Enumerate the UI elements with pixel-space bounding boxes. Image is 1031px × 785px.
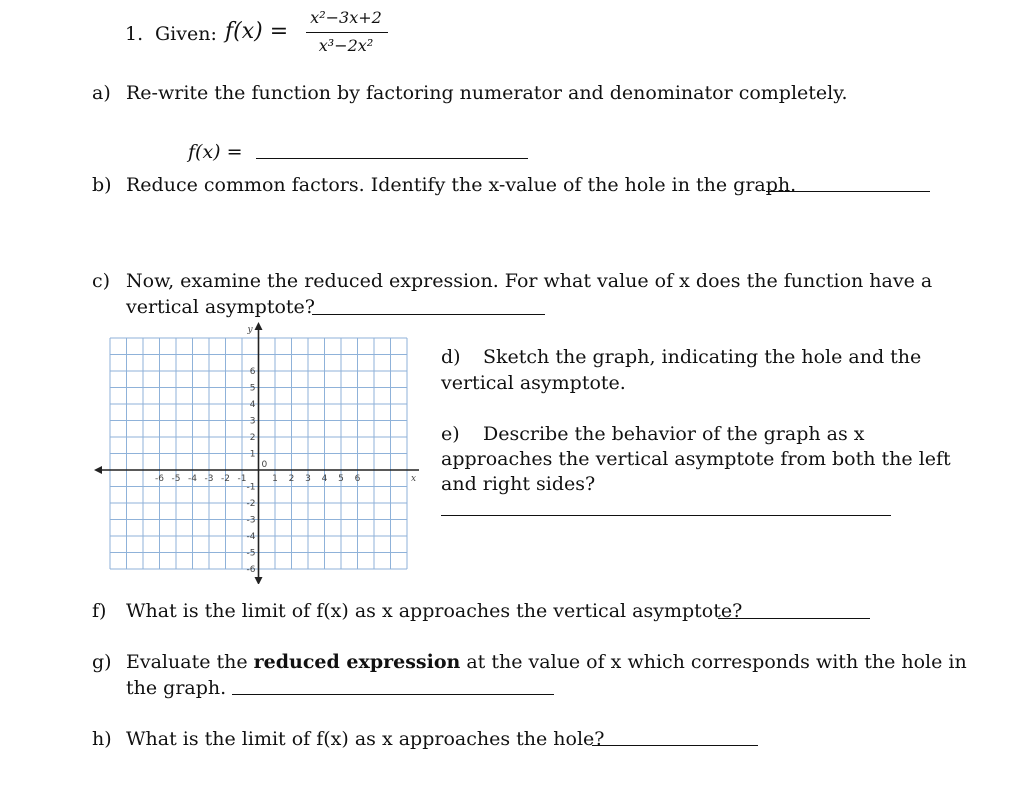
part-e-answer-line[interactable] bbox=[441, 515, 891, 516]
x-tick-label: 6 bbox=[354, 474, 361, 484]
part-f-answer-line[interactable] bbox=[718, 618, 870, 619]
part-e-line1: Describe the behavior of the graph as x bbox=[483, 423, 865, 445]
x-tick-label: 1 bbox=[272, 474, 278, 484]
y-tick-label: 4 bbox=[249, 400, 256, 410]
x-axis-arrow-left-icon bbox=[94, 466, 102, 474]
x-axis-label: x bbox=[411, 474, 417, 484]
part-a-text: Re-write the function by factoring numerator and denominator completely. bbox=[126, 82, 848, 104]
part-c-line2: vertical asymptote? bbox=[126, 296, 315, 318]
y-tick-label: 6 bbox=[249, 367, 256, 377]
x-tick-label: 2 bbox=[288, 474, 295, 484]
part-h-text: What is the limit of f(x) as x approaches the hole? bbox=[126, 728, 605, 750]
y-tick-label: -1 bbox=[246, 482, 256, 493]
function-label: f(x) = bbox=[225, 19, 289, 44]
part-d-label: d) bbox=[441, 346, 461, 368]
coordinate-grid[interactable] bbox=[92, 322, 424, 584]
x-tick-label: 4 bbox=[321, 474, 328, 484]
y-axis-arrow-up-icon bbox=[255, 322, 263, 330]
y-tick-label: 2 bbox=[249, 433, 256, 443]
x-tick-label: 3 bbox=[305, 474, 311, 484]
part-g-bold: reduced expression bbox=[253, 651, 461, 673]
y-tick-label: 5 bbox=[249, 383, 256, 394]
part-g-post: at the value of x which corresponds with the hole in bbox=[466, 651, 967, 673]
x-tick-label: -1 bbox=[237, 474, 247, 484]
x-tick-label: 5 bbox=[338, 474, 344, 484]
part-e-label: e) bbox=[441, 423, 460, 445]
y-tick-label: -5 bbox=[246, 548, 256, 559]
x-tick-label: -6 bbox=[155, 474, 164, 484]
y-axis-label: y bbox=[247, 325, 253, 335]
part-g-answer-line[interactable] bbox=[232, 694, 554, 695]
tick-labels bbox=[155, 325, 416, 575]
given-label: Given: bbox=[155, 23, 217, 45]
y-axis-arrow-down-icon bbox=[255, 577, 263, 584]
part-f-text: What is the limit of f(x) as x approaches the vertical asymptote? bbox=[126, 600, 743, 622]
part-h-answer-line[interactable] bbox=[592, 745, 758, 746]
part-b-label: b) bbox=[92, 174, 112, 196]
part-g-pre: Evaluate the bbox=[126, 651, 248, 673]
part-g-line2: the graph. bbox=[126, 677, 227, 699]
part-a-label: a) bbox=[92, 82, 111, 104]
part-g-line1 bbox=[126, 650, 967, 674]
part-e-line2: approaches the vertical asymptote from both the left bbox=[441, 448, 951, 470]
y-tick-label: 3 bbox=[249, 416, 256, 427]
part-e-line3: and right sides? bbox=[441, 473, 596, 495]
y-tick-label: -3 bbox=[246, 515, 256, 526]
x-tick-label: -4 bbox=[188, 474, 197, 484]
part-h-label: h) bbox=[92, 728, 112, 750]
x-tick-label: -2 bbox=[221, 474, 230, 484]
part-c-label: c) bbox=[92, 270, 111, 292]
part-d-line1: Sketch the graph, indicating the hole and the bbox=[483, 346, 922, 368]
problem-number: 1. bbox=[125, 23, 144, 45]
part-b-answer-line[interactable] bbox=[766, 191, 930, 192]
origin-label: 0 bbox=[261, 460, 268, 470]
y-tick-label: -2 bbox=[246, 499, 256, 509]
part-b-text: Reduce common factors. Identify the x-value of the hole in the graph. bbox=[126, 174, 797, 196]
part-a-answer-line[interactable] bbox=[256, 158, 528, 159]
part-c-answer-line[interactable] bbox=[312, 314, 545, 315]
part-d-line2: vertical asymptote. bbox=[441, 372, 626, 394]
y-tick-label: -6 bbox=[246, 565, 256, 575]
part-a-fx: f(x) = bbox=[188, 141, 243, 163]
fraction-bar bbox=[306, 32, 388, 33]
x-tick-label: -3 bbox=[204, 474, 214, 484]
x-tick-label: -5 bbox=[171, 474, 181, 484]
fraction-numerator: x²−3x+2 bbox=[310, 8, 382, 27]
fraction-denominator: x³−2x² bbox=[318, 36, 374, 55]
part-f-label: f) bbox=[92, 600, 107, 622]
part-g-label: g) bbox=[92, 651, 112, 673]
y-tick-label: -4 bbox=[246, 532, 256, 542]
part-c-line1: Now, examine the reduced expression. For what value of x does the function have a bbox=[126, 270, 933, 292]
y-tick-label: 1 bbox=[249, 449, 256, 460]
